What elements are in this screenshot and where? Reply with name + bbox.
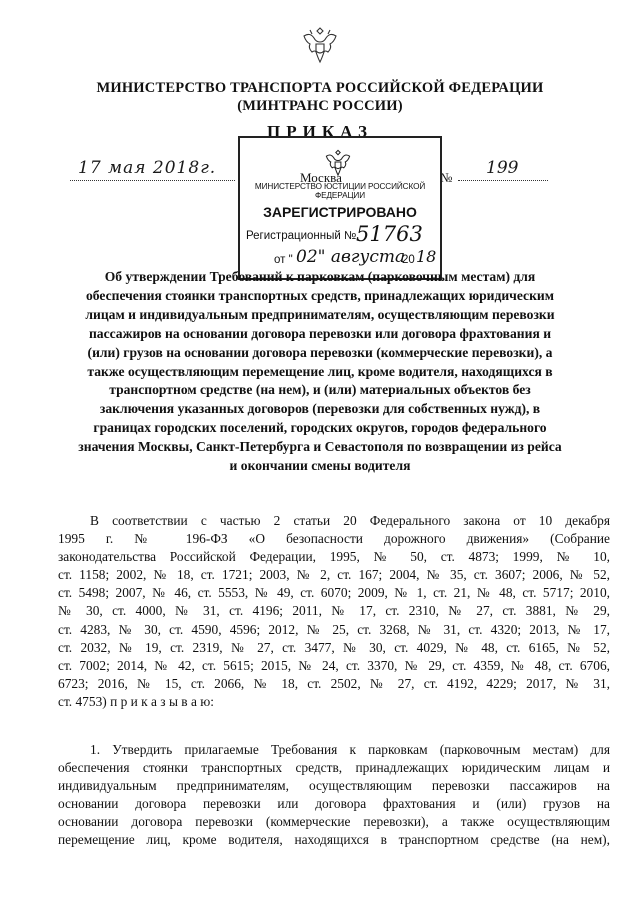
stamp-from-label: от " <box>274 254 293 266</box>
paragraph-line: индивидуальным предпринимателям, осуществляющим перевозки пассажиров на <box>58 778 610 794</box>
stamp-reg-number: 51763 <box>356 222 423 246</box>
stamp-emblem-icon <box>322 146 354 178</box>
title-line: (или) грузов на основании договора перевозки (коммерческие перевозки), а <box>87 344 553 360</box>
order-city: Москва <box>300 170 342 185</box>
paragraph-line: обеспечения стоянки транспортных средств, принадлежащих юридическим лицам и <box>58 760 610 776</box>
paragraph-line: 6723; 2016, № 15, ст. 2066, № 18, ст. 2502, № 27, ст. 4192, 4229; 2017, № 31, <box>58 675 610 691</box>
paragraph-line: основании договора перевозки (коммерческие перевозки), а также осуществляющим <box>58 814 610 830</box>
paragraph-line: ст. 2032, № 19, ст. 2319, № 27, ст. 3477, № 30, ст. 4029, № 48, ст. 6165, № 52, <box>58 639 610 655</box>
title-line: транспортном средстве (на нем), и (или) материальных объектов без <box>109 382 531 398</box>
title-line: и окончании смены водителя <box>229 458 411 474</box>
ministry-short-name: (МИНТРАНС РОССИИ) <box>237 98 403 114</box>
paragraph-line: ст. 7002; 2014, № 42, ст. 5615; 2015, № 24, ст. 3370, № 29, ст. 4359, № 48, ст. 6706, <box>58 657 610 673</box>
title-line: также осуществляющим перемещение лиц, кроме водителя, находящихся в <box>87 363 553 379</box>
document-title <box>56 268 584 476</box>
stamp-year-prefix: 20 <box>402 254 415 266</box>
date-underline <box>70 180 235 181</box>
title-line: Об утверждении Требований к парковкам (парковочным местам) для <box>104 269 536 284</box>
paragraph-line: 1995 г. № 196-ФЗ «О безопасности дорожного движения» (Собрание <box>58 531 610 547</box>
ministry-name: МИНИСТЕРСТВО ТРАНСПОРТА РОССИЙСКОЙ ФЕДЕРАЦИИ <box>96 80 544 96</box>
clause-1-paragraph <box>58 741 610 850</box>
stamp-from-date: 02" августа <box>296 247 406 267</box>
title-line: значения Москвы, Санкт-Петербурга и Севастополя по возвращении из рейса <box>78 439 562 455</box>
paragraph-line: ст. 4283, № 30, ст. 4590, 4596; 2012, № 25, ст. 3268, № 31, ст. 4320; 2013, № 17, <box>58 621 610 637</box>
registration-stamp <box>238 136 442 280</box>
stamp-registered-label: ЗАРЕГИСТРИРОВАНО <box>263 204 417 220</box>
stamp-ministry: МИНИСТЕРСТВО ЮСТИЦИИ РОССИЙСКОЙ ФЕДЕРАЦИИ <box>254 182 426 200</box>
document-type-heading: ПРИКАЗ <box>267 122 373 141</box>
order-number-sign: № <box>440 170 453 185</box>
order-date: 17 мая 2018г. <box>78 158 217 178</box>
stamp-year: 18 <box>416 247 437 266</box>
paragraph-line: В соответствии с частью 2 статьи 20 Федерального закона от 10 декабря <box>90 513 610 528</box>
title-line: пассажиров на основании договора перевозки или договора фрахтования и <box>88 325 552 341</box>
title-line: границах городских поселений, городских округов, городов федерального <box>93 420 547 436</box>
paragraph-line: 1. Утвердить прилагаемые Требования к парковкам (парковочным местам) для <box>90 742 610 757</box>
title-line: обеспечения стоянки транспортных средств, принадлежащих юридическим <box>85 287 555 303</box>
paragraph-tail: ст. 4753) <box>58 693 107 709</box>
paragraph-line: основании договора перевозки или договора фрахтования и (или) грузов на <box>58 796 610 812</box>
paragraph-line: ст. 1158; 2002, № 18, ст. 1721; 2003, № 2, ст. 167; 2004, № 35, ст. 3607; 2006, № 52, <box>58 567 610 583</box>
order-number: 199 <box>486 158 519 178</box>
title-line: лицам и индивидуальным предпринимателям, осуществляющим перевозки <box>85 306 555 322</box>
stamp-reg-number-label: Регистрационный № <box>246 230 357 242</box>
order-verb: п р и к а з ы в а ю: <box>110 693 214 709</box>
coat-of-arms-icon <box>298 22 342 66</box>
paragraph-last-line <box>58 693 610 711</box>
paragraph-line: перемещение лиц, кроме водителя, находящихся в транспортном средстве (на нем), <box>58 832 610 848</box>
number-underline <box>458 180 548 181</box>
preamble-paragraph <box>58 512 610 711</box>
paragraph-line: ст. 5498; 2007, № 46, ст. 5553, № 49, ст. 6070; 2009, № 1, ст. 21, № 48, ст. 5717; 2010, <box>58 585 610 601</box>
paragraph-line: № 30, ст. 4000, № 31, ст. 4196; 2011, № 17, ст. 2310, № 27, ст. 3881, № 29, <box>58 603 610 619</box>
paragraph-line: законодательства Российской Федерации, 1995, № 50, ст. 4873; 1999, № 10, <box>58 549 610 565</box>
title-line: заключения указанных договоров (перевозки для собственных нужд), в <box>99 401 541 417</box>
